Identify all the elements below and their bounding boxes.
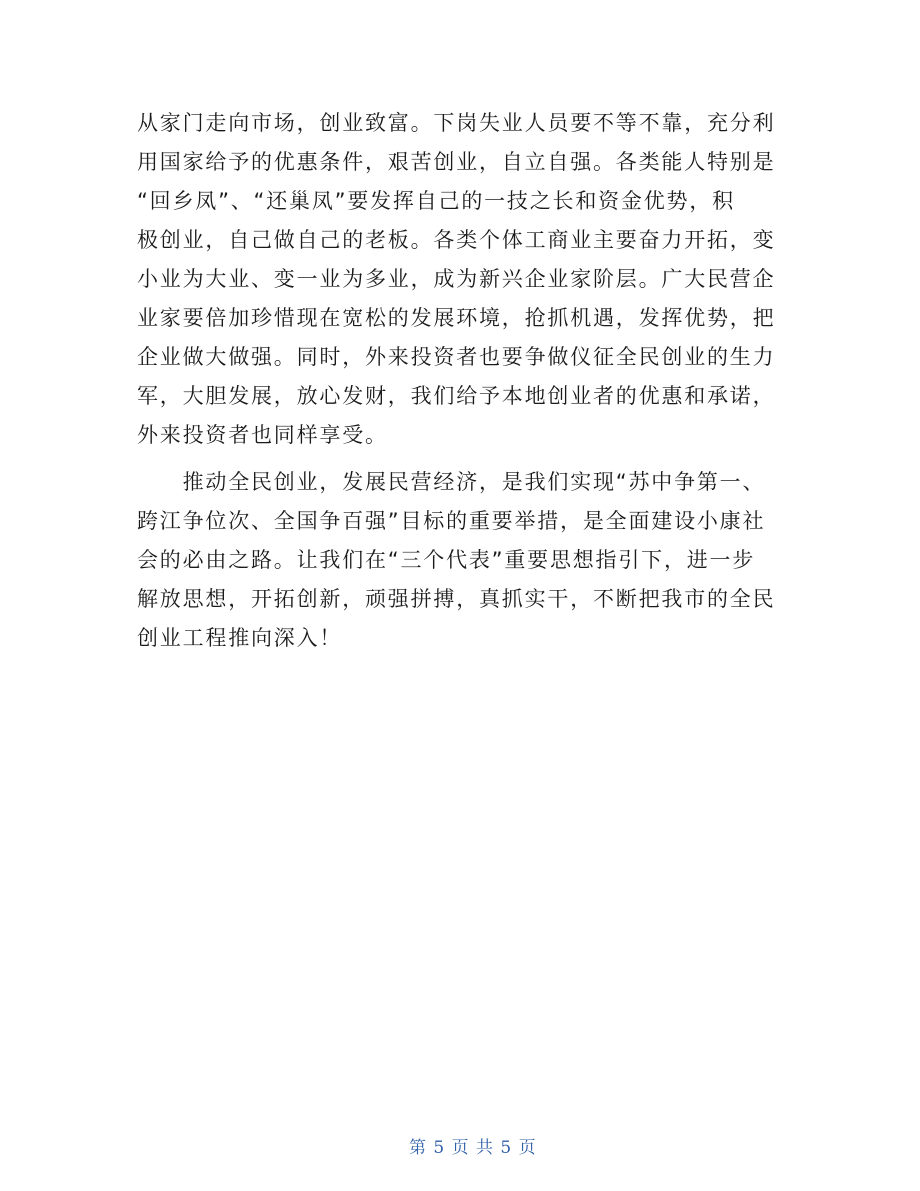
text-line: 企业做大做强。同时，外来投资者也要争做仪征全民创业的生力 [137, 345, 776, 369]
text-line: 创业工程推向深入！ [137, 626, 343, 650]
paragraph-spacer [137, 455, 777, 463]
text-line: 外来投资者也同样享受。 [137, 423, 388, 447]
page-number-label: 第 5 页 共 5 页 [408, 1138, 537, 1158]
text-line: “回乡凤”、“还巢凤”要发挥自己的一技之长和资金优势，积 [137, 189, 735, 213]
paragraph-2 [137, 463, 777, 658]
text-line: 从家门走向市场，创业致富。下岗失业人员要不等不靠，充分利 [137, 111, 776, 135]
paragraph-1 [137, 104, 777, 455]
text-line: 极创业，自己做自己的老板。各类个体工商业主要奋力开拓，变 [137, 228, 776, 252]
document-body [137, 104, 777, 658]
text-line: 军，大胆发展，放心发财，我们给予本地创业者的优惠和承诺， [137, 384, 776, 408]
text-line: 解放思想，开拓创新，顽强拼搏，真抓实干，不断把我市的全民 [137, 587, 776, 611]
text-line: 业家要倍加珍惜现在宽松的发展环境，抢抓机遇，发挥优势，把 [137, 306, 776, 330]
text-line: 跨江争位次、全国争百强”目标的重要举措，是全面建设小康社 [137, 509, 766, 533]
text-line: 推动全民创业，发展民营经济，是我们实现“苏中争第一、 [137, 470, 766, 494]
text-line: 会的必由之路。让我们在“三个代表”重要思想指引下，进一步 [137, 548, 756, 572]
page-footer [0, 1113, 920, 1178]
text-line: 用国家给予的优惠条件，艰苦创业，自立自强。各类能人特别是 [137, 150, 776, 174]
text-line: 小业为大业、变一业为多业，成为新兴企业家阶层。广大民营企 [137, 267, 776, 291]
